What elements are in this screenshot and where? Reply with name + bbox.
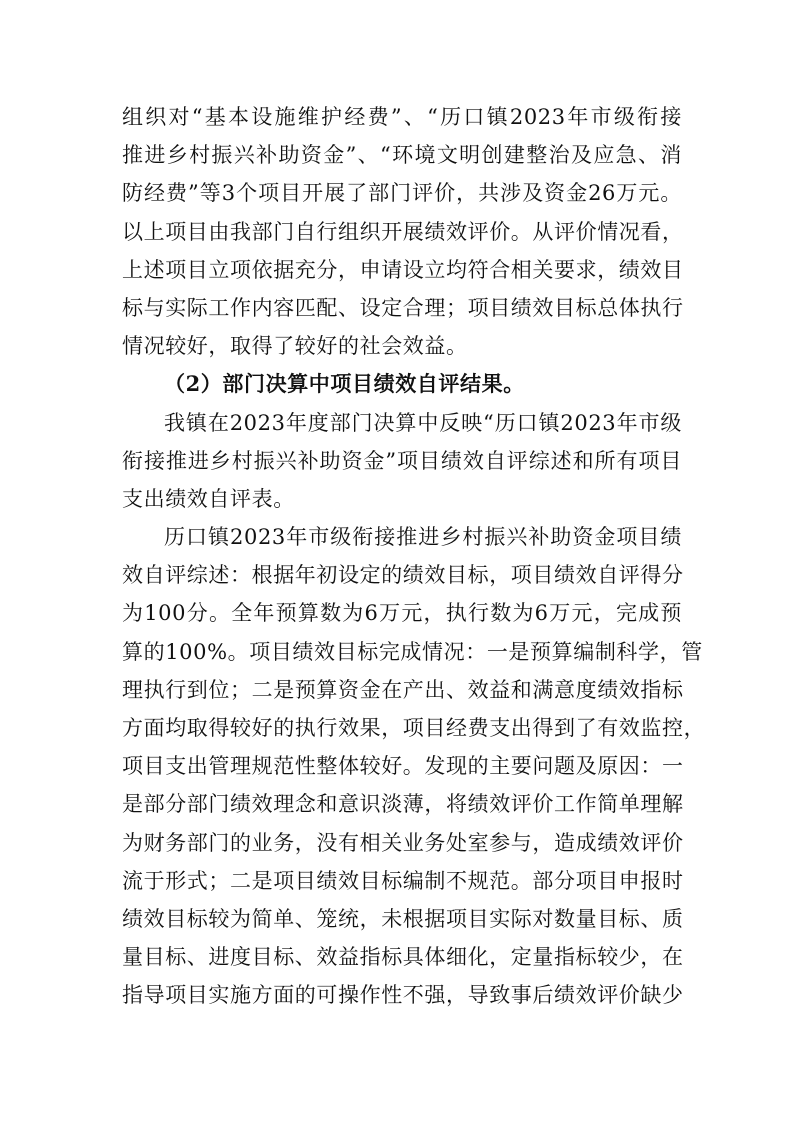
text-line: 推进乡村振兴补助资金”、“环境文明创建整治及应急、消 [122,143,682,168]
text-line: 是部分部门绩效理念和意识淡薄，将绩效评价工作简单理解 [122,792,684,817]
paragraph [122,98,682,365]
text-line: 绩效目标较为简单、笼统，未根据项目实际对数量目标、质 [122,906,684,931]
text-line: 标与实际工作内容匹配、设定合理；项目绩效目标总体执行 [122,295,684,320]
text-line: 情况较好，取得了较好的社会效益。 [122,334,468,359]
text-line: 历口镇2023年市级衔接推进乡村振兴补助资金项目绩 [164,525,682,550]
text-line: 流于形式；二是项目绩效目标编制不规范。部分项目申报时 [122,868,684,893]
section-heading [122,365,682,403]
text-line: 为财务部门的业务，没有相关业务处室参与，造成绩效评价 [122,830,684,855]
text-line: 以上项目由我部门自行组织开展绩效评价。从评价情况看， [122,219,684,244]
text-line: 组织对“基本设施维护经费”、“历口镇2023年市级衔接 [122,105,682,129]
text-line: 上述项目立项依据充分，申请设立均符合相关要求，绩效目 [122,257,684,282]
heading-line: （2）部门决算中项目绩效自评结果。 [164,371,525,397]
document-body [122,98,706,1015]
text-line: 我镇在2023年度部门决算中反映“历口镇2023年市级 [164,410,682,435]
paragraph [122,404,682,519]
text-line: 衔接推进乡村振兴补助资金”项目绩效自评综述和所有项目 [122,448,682,473]
text-line: 量目标、进度目标、效益指标具体细化，定量指标较少，在 [122,945,684,970]
paragraph [122,518,706,1014]
text-line: 效自评综述：根据年初设定的绩效目标，项目绩效自评得分 [122,563,684,588]
text-line: 为100分。全年预算数为6万元，执行数为6万元，完成预 [122,601,682,626]
text-line: 项目支出管理规范性整体较好。发现的主要问题及原因：一 [122,754,684,779]
text-line: 方面均取得较好的执行效果，项目经费支出得到了有效监控， [122,716,706,740]
text-line: 指导项目实施方面的可操作性不强，导致事后绩效评价缺少 [122,983,684,1008]
text-line: 算的100%。项目绩效目标完成情况：一是预算编制科学，管 [122,639,703,664]
text-line: 防经费”等3个项目开展了部门评价，共涉及资金26万元。 [122,181,682,206]
text-line: 理执行到位；二是预算资金在产出、效益和满意度绩效指标 [122,677,684,702]
text-line: 支出绩效自评表。 [122,486,295,511]
